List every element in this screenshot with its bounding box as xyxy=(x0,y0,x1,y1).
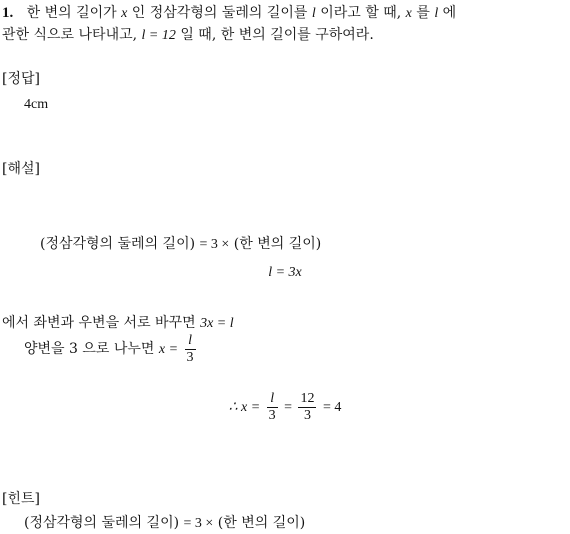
answer-value: 4cm xyxy=(24,97,49,112)
therefore-lhs: ∴ x = xyxy=(228,400,261,415)
var-x-2: x xyxy=(405,6,412,21)
problem-line-2 xyxy=(2,26,374,45)
answer-heading: [정답] xyxy=(2,71,40,87)
problem-text-1b: 인 정삼각형의 둘레의 길이를 xyxy=(131,5,308,21)
problem-text-1e: 에 xyxy=(442,5,457,21)
hint-right: (한 변의 길이) xyxy=(217,515,306,531)
fraction-denominator: 3 xyxy=(186,349,194,365)
problem-line-1 xyxy=(2,4,456,23)
problem-text-1a: 한 변의 길이가 xyxy=(26,5,117,21)
swap-equation: 3x = l xyxy=(200,316,234,331)
explanation-eq1 xyxy=(40,235,321,254)
divide-lhs: x = xyxy=(158,342,179,357)
result: = 4 xyxy=(322,400,342,415)
hint-text xyxy=(24,514,305,533)
divide-text: 양변을 3 으로 나누면 xyxy=(24,341,155,357)
fraction-numerator-12: 12 xyxy=(300,390,315,406)
problem-text-1c: 이라고 할 때, xyxy=(320,5,402,21)
explanation-eq2: l = 3x xyxy=(268,265,302,280)
var-x: x xyxy=(121,6,128,21)
problem-text-2b: 일 때, 한 변의 길이를 구하여라. xyxy=(180,27,374,43)
fraction-l-over-3-b xyxy=(267,391,278,424)
swap-text: 에서 좌변과 우변을 서로 바꾸면 xyxy=(2,315,196,331)
problem-number: 1. xyxy=(2,5,14,21)
var-l: l xyxy=(311,6,316,21)
var-l-2: l xyxy=(434,6,439,21)
fraction-numerator: l xyxy=(185,333,196,350)
fraction-denominator-b: 3 xyxy=(268,407,276,423)
hint-heading: [힌트] xyxy=(2,491,40,507)
eq1-mid: = 3 × xyxy=(199,237,230,252)
problem-text-2a: 관한 식으로 나타내고, xyxy=(2,27,138,43)
fraction-12-over-3 xyxy=(298,391,316,424)
eq1-right: (한 변의 길이) xyxy=(233,236,322,252)
problem-text-1d: 를 xyxy=(416,5,430,21)
problem-equation: l = 12 xyxy=(141,28,176,43)
eq1-left: (정삼각형의 둘레의 길이) xyxy=(40,236,196,252)
hint-mid: = 3 × xyxy=(183,516,214,531)
explanation-heading: [해설] xyxy=(2,161,40,177)
swap-line xyxy=(2,314,234,333)
fraction-l-over-3 xyxy=(185,333,196,366)
fraction-denominator-3: 3 xyxy=(303,407,311,423)
hint-left: (정삼각형의 둘레의 길이) xyxy=(24,515,180,531)
divide-line xyxy=(24,332,198,368)
equals-sign: = xyxy=(284,400,293,415)
fraction-numerator-b: l xyxy=(267,391,278,408)
therefore-line xyxy=(0,388,570,428)
